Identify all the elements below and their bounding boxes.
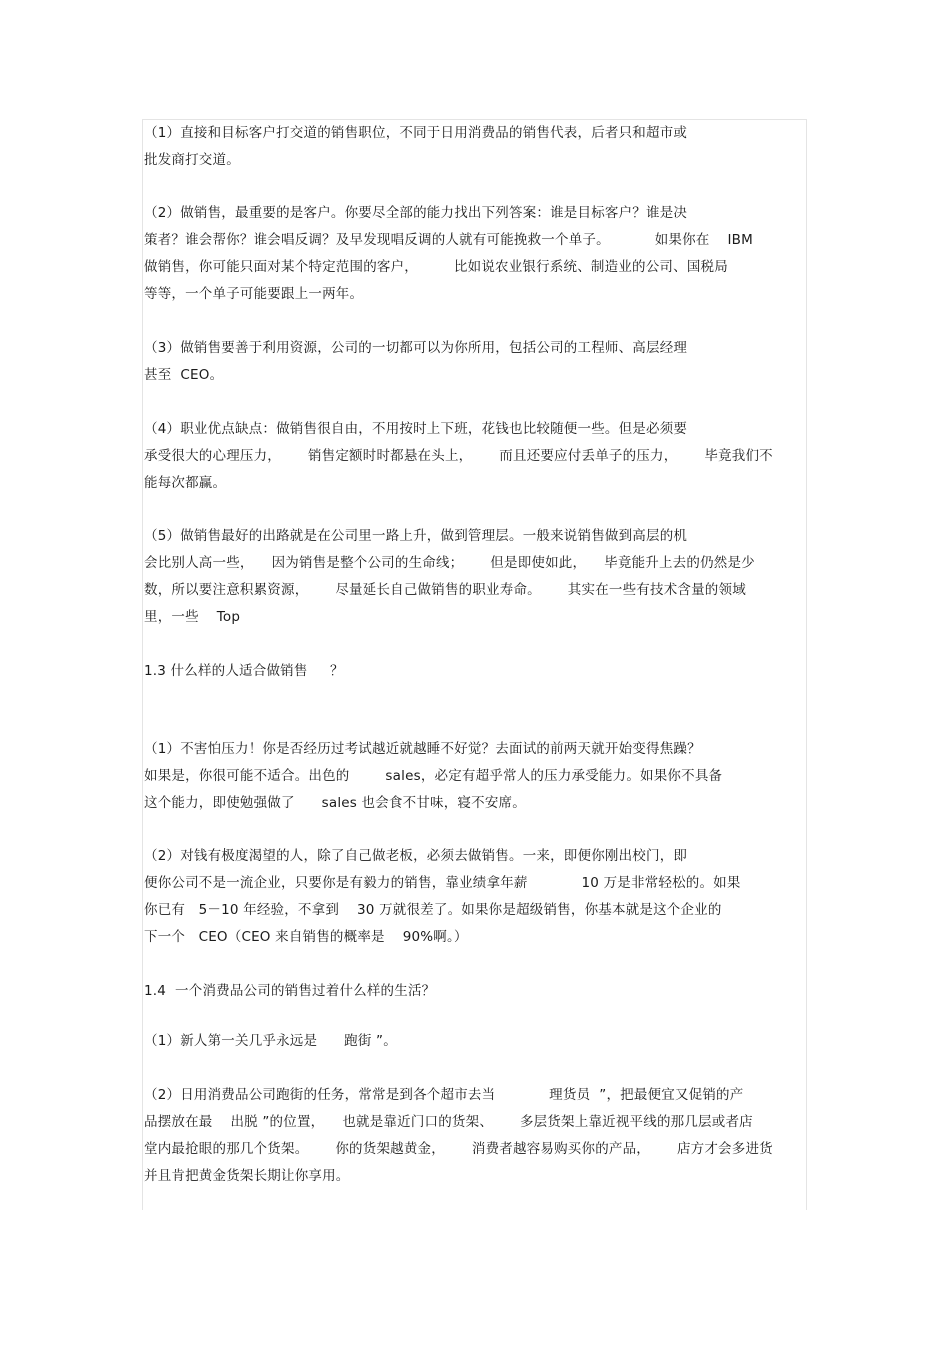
text-line: （1）不害怕压力！你是否经历过考试越近就越睡不好觉？去面试的前两天就开始变得焦躁？ bbox=[144, 741, 701, 757]
text-line: 如果是，你很可能不适合。出色的 sales，必定有超乎常人的压力承受能力。如果你不具备 bbox=[144, 768, 723, 784]
text-line: 下一个 CEO（CEO 来自销售的概率是 90%啊。） bbox=[144, 929, 468, 945]
text-line: 承受很大的心理压力， 销售定额时时都悬在头上， 而且还要应付丢单子的压力， 毕竟我们不 bbox=[144, 448, 773, 464]
text-line: 便你公司不是一流企业，只要你是有毅力的销售，靠业绩拿年薪 10 万是非常轻松的。如果 bbox=[144, 875, 741, 891]
text-line: （5）做销售最好的出路就是在公司里一路上升，做到管理层。一般来说销售做到高层的机 bbox=[144, 528, 688, 544]
section-heading: 1.3 什么样的人适合做销售 ？ bbox=[144, 663, 344, 679]
text-line: 做销售，你可能只面对某个特定范围的客户， 比如说农业银行系统、制造业的公司、国税局 bbox=[144, 259, 728, 275]
section-heading: 1.4 一个消费品公司的销售过着什么样的生活？ bbox=[144, 983, 436, 999]
text-line: 这个能力，即使勉强做了 sales 也会食不甘味，寝不安席。 bbox=[144, 795, 526, 811]
text-line: （1）新人第一关几乎永远是 跑街 ”。 bbox=[144, 1033, 397, 1049]
text-line: 策者？谁会帮你？谁会唱反调？及早发现唱反调的人就有可能挽救一个单子。 如果你在 IBM bbox=[144, 232, 753, 248]
text-line: （4）职业优点缺点：做销售很自由，不用按时上下班，花钱也比较随便一些。但是必须要 bbox=[144, 421, 688, 437]
text-line: （2）对钱有极度渴望的人，除了自己做老板，必须去做销售。一来，即便你刚出校门，即 bbox=[144, 848, 688, 864]
text-line: 里，一些 Top bbox=[144, 609, 241, 625]
text-line: （2）日用消费品公司跑街的任务，常常是到各个超市去当 理货员 ”，把最便宜又促销的产 bbox=[144, 1087, 744, 1103]
text-line: 等等，一个单子可能要跟上一两年。 bbox=[144, 286, 364, 302]
text-line: 能每次都赢。 bbox=[144, 475, 227, 491]
text-line: （3）做销售要善于利用资源，公司的一切都可以为你所用，包括公司的工程师、高层经理 bbox=[144, 340, 688, 356]
text-line: 会比别人高一些， 因为销售是整个公司的生命线； 但是即使如此， 毕竟能升上去的仍然是少 bbox=[144, 555, 755, 571]
text-line: 并且肯把黄金货架长期让你享用。 bbox=[144, 1168, 350, 1184]
text-line: （2）做销售，最重要的是客户。你要尽全部的能力找出下列答案：谁是目标客户？谁是决 bbox=[144, 205, 688, 221]
text-line: 批发商打交道。 bbox=[144, 152, 240, 168]
text-line: 甚至 CEO。 bbox=[144, 367, 224, 383]
text-line: 你已有 5－10 年经验，不拿到 30 万就很差了。如果你是超级销售，你基本就是这个企业的 bbox=[144, 902, 722, 918]
text-line: 堂内最抢眼的那几个货架。 你的货架越黄金， 消费者越容易购买你的产品， 店方才会多进货 bbox=[144, 1141, 773, 1157]
text-line: 数，所以要注意积累资源， 尽量延长自己做销售的职业寿命。 其实在一些有技术含量的领域 bbox=[144, 582, 746, 598]
text-line: 品摆放在最 出脱 ”的位置， 也就是靠近门口的货架、 多层货架上靠近视平线的那几层或者店 bbox=[144, 1114, 753, 1130]
text-line: （1）直接和目标客户打交道的销售职位，不同于日用消费品的销售代表，后者只和超市或 bbox=[144, 125, 688, 141]
